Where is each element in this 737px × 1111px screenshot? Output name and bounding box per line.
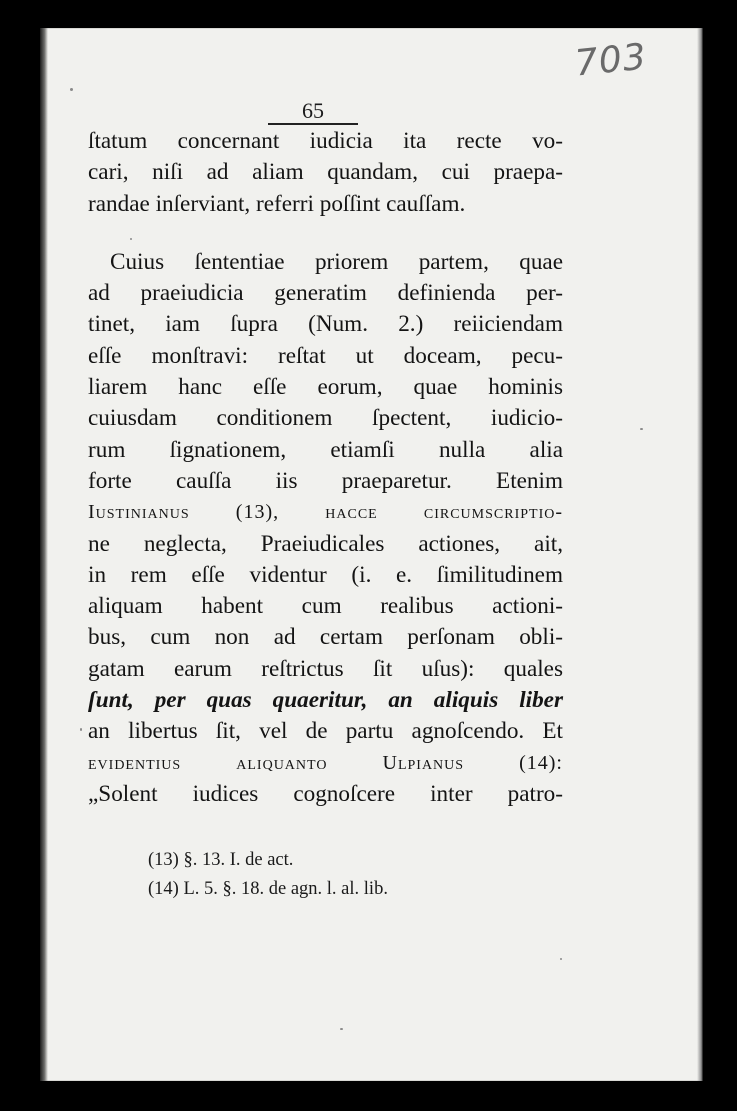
paper-speck bbox=[640, 428, 643, 430]
page-binding-shadow bbox=[40, 28, 48, 1081]
text-line: randae inſerviant, referri poſſint cauſſam. bbox=[88, 190, 466, 217]
text-line: ne neglecta, Praeiudicales actiones, ait, bbox=[88, 530, 563, 557]
text-line: ſunt, per quas quaeritur, an aliquis liber bbox=[88, 687, 563, 714]
text-line: liarem hanc eſſe eorum, quae hominis bbox=[88, 374, 563, 401]
archive-mark: 703 bbox=[573, 36, 649, 85]
page-number: 65 bbox=[302, 98, 324, 123]
text-line: ad praeiudicia generatim definienda per- bbox=[88, 280, 563, 307]
text-line: gatam earum reſtrictus ſit uſus): quales bbox=[88, 655, 563, 682]
text-line: rum ſignationem, etiamſi nulla alia bbox=[88, 436, 563, 463]
text-line: aliquam habent cum realibus actioni- bbox=[88, 593, 563, 620]
text-line: forte cauſſa iis praeparetur. Etenim bbox=[88, 467, 563, 494]
text-line: eſſe monſtravi: reſtat ut doceam, pecu- bbox=[88, 342, 563, 369]
text-line: cari, niſi ad aliam quandam, cui praepa- bbox=[88, 159, 563, 186]
paragraph-gap bbox=[88, 220, 563, 247]
text-line: Cuius ſententiae priorem partem, quae bbox=[110, 248, 563, 275]
text-line: Iustinianus (13), hacce circumſcriptio- bbox=[88, 501, 563, 524]
page-number-rule bbox=[268, 123, 358, 125]
text-line: „Solent iudices cognoſcere inter patro- bbox=[88, 780, 563, 807]
text-line: bus, cum non ad certam perſonam obli- bbox=[88, 624, 563, 651]
footnotes bbox=[148, 846, 568, 904]
paper-speck bbox=[80, 728, 82, 731]
footnote: (13) §. 13. I. de act. bbox=[148, 850, 294, 870]
page-edge-shadow bbox=[697, 28, 703, 1081]
text-line: evidentius aliquanto Ulpianus (14): bbox=[88, 751, 563, 774]
text-line: in rem eſſe videntur (i. e. ſimilitudinem bbox=[88, 561, 563, 588]
text-line: cuiusdam conditionem ſpectent, iudicio- bbox=[88, 405, 563, 432]
text-line: ſtatum concernant iudicia ita recte vo- bbox=[88, 128, 563, 154]
text-line: an libertus ſit, vel de partu agnoſcendo. Et bbox=[88, 718, 563, 745]
paper-speck bbox=[70, 88, 73, 91]
paper-speck bbox=[560, 958, 562, 960]
text-line: tinet, iam ſupra (Num. 2.) reiiciendam bbox=[88, 311, 563, 338]
paper-speck bbox=[340, 1028, 343, 1030]
body-text bbox=[88, 126, 563, 810]
footnote: (14) L. 5. §. 18. de agn. l. al. lib. bbox=[148, 879, 388, 899]
